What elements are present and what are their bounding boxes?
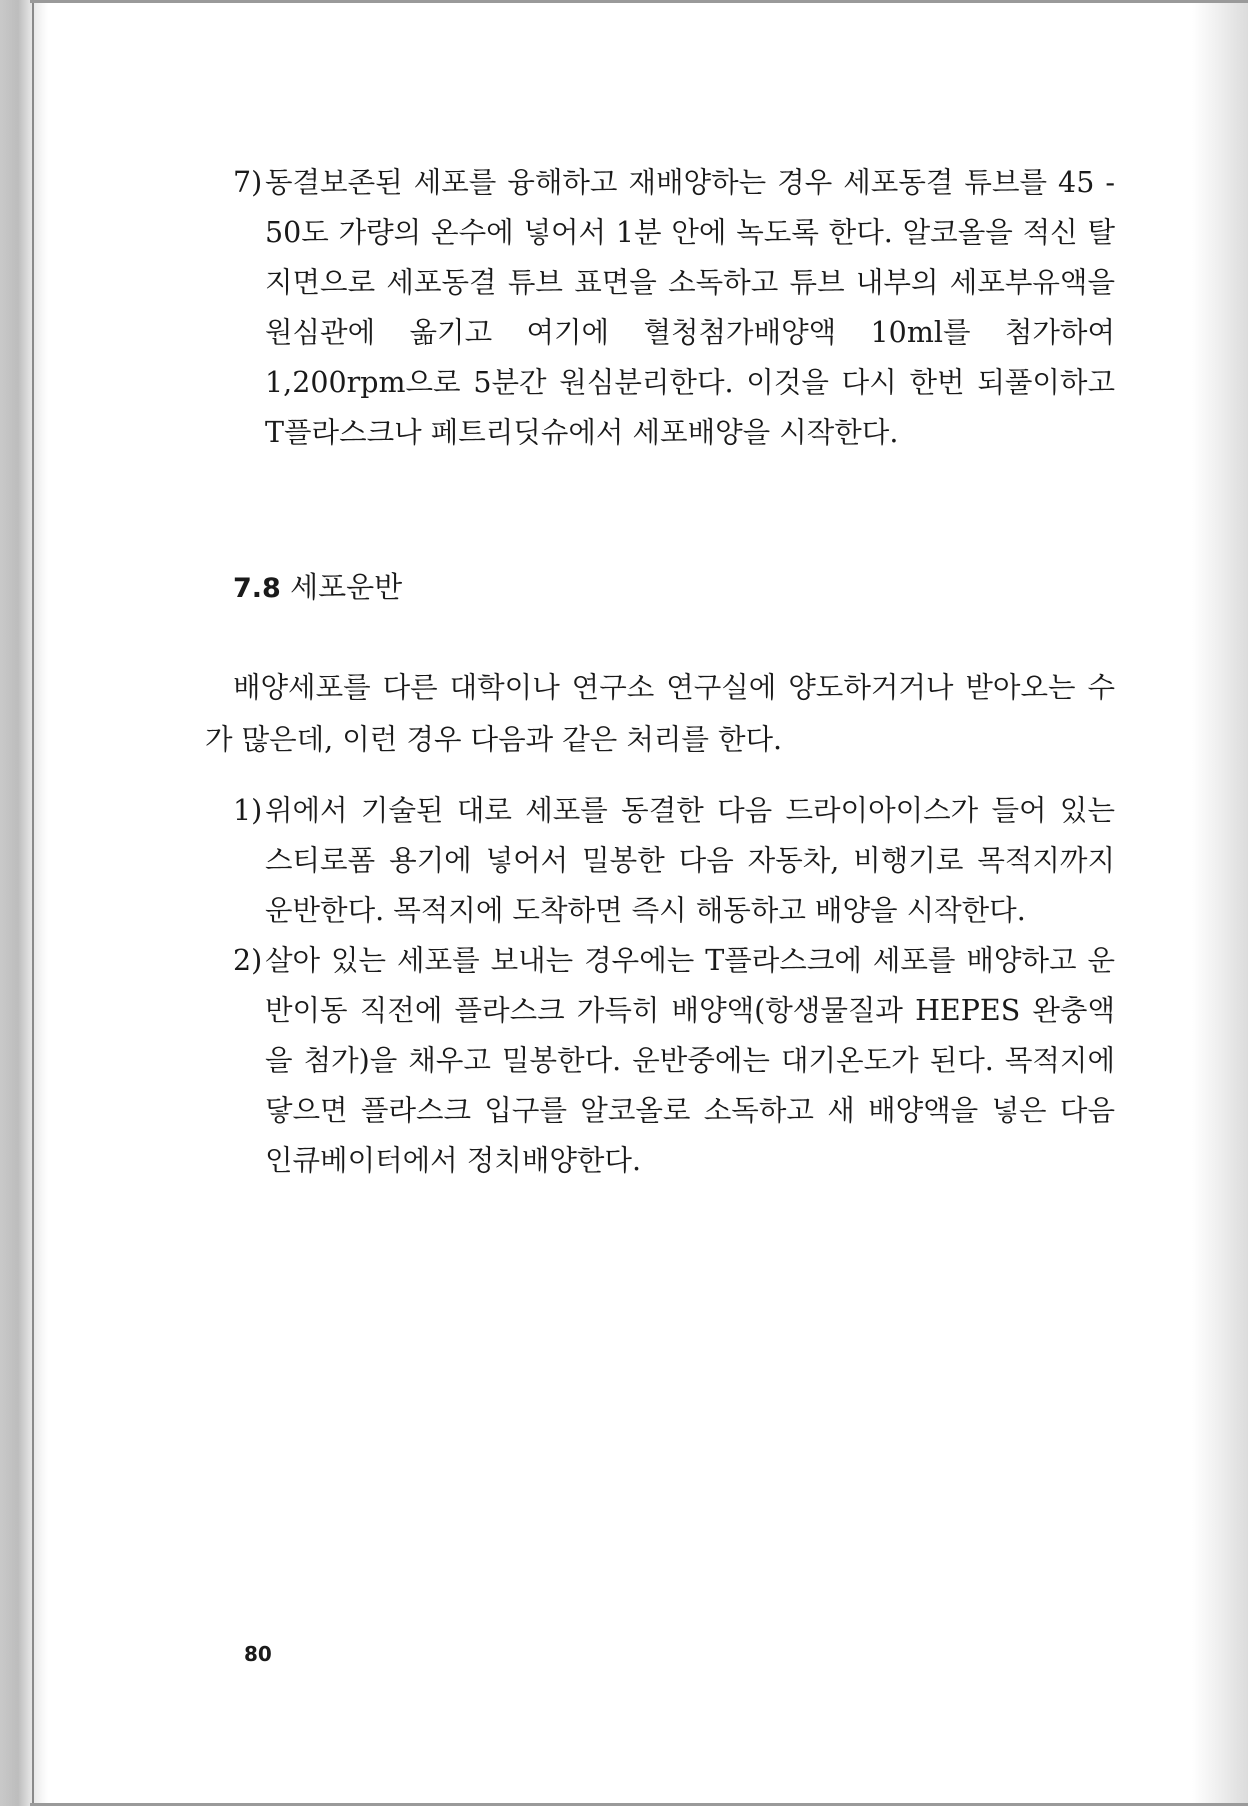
list-item-2 [205, 936, 1115, 1186]
page-right-edge [1192, 0, 1248, 1806]
section-heading [205, 562, 1115, 614]
page-binding-line [32, 0, 34, 1806]
page-content [205, 158, 1115, 1186]
list-item-text: 동결보존된 세포를 융해하고 재배양하는 경우 세포동결 튜브를 45 - 50도 가량의 온수에 넣어서 1분 안에 녹도록 한다. 알코올을 적신 탈지면으로 세포동결 튜브 표면을 소독하고 튜브 내부의 세포부유액을 원심관에 옮기고 여기에 혈청첨가배양액 10ml를 첨가하여 1,200rpm으로 5분간 원심분리한다. 이것을 다시 한번 되풀이하고 T플라스크나 페트리딧슈에서 세포배양을 시작한다. [265, 166, 1115, 449]
list-item-text: 살아 있는 세포를 보내는 경우에는 T플라스크에 세포를 배양하고 운반이동 직전에 플라스크 가득히 배양액(항생물질과 HEPES 완충액을 첨가)을 채우고 밀봉한다. 운반중에는 대기온도가 된다. 목적지에 닿으면 플라스크 입구를 알코올로 소독하고 새 배양액을 넣은 다음 인큐베이터에서 정치배양한다. [265, 944, 1115, 1177]
list-marker: 1) [233, 794, 263, 827]
list-item-text: 위에서 기술된 대로 세포를 동결한 다음 드라이아이스가 들어 있는 스티로폼 용기에 넣어서 밀봉한 다음 자동차, 비행기로 목적지까지 운반한다. 목적지에 도착하면 즉시 해동하고 배양을 시작한다. [265, 794, 1115, 927]
page-number: 80 [244, 1642, 272, 1666]
list-item-7 [205, 158, 1115, 458]
section-title: 세포운반 [290, 570, 403, 604]
numbered-list [205, 786, 1115, 1186]
list-marker: 2) [233, 944, 263, 977]
intro-paragraph: 배양세포를 다른 대학이나 연구소 연구실에 양도하거거나 받아오는 수가 많은데, 이런 경우 다음과 같은 처리를 한다. [205, 671, 1115, 756]
list-item-1 [205, 786, 1115, 936]
list-marker: 7) [233, 166, 263, 199]
section-number: 7.8 [233, 573, 281, 604]
page-left-edge [0, 0, 48, 1806]
page-top-border [30, 0, 1248, 3]
